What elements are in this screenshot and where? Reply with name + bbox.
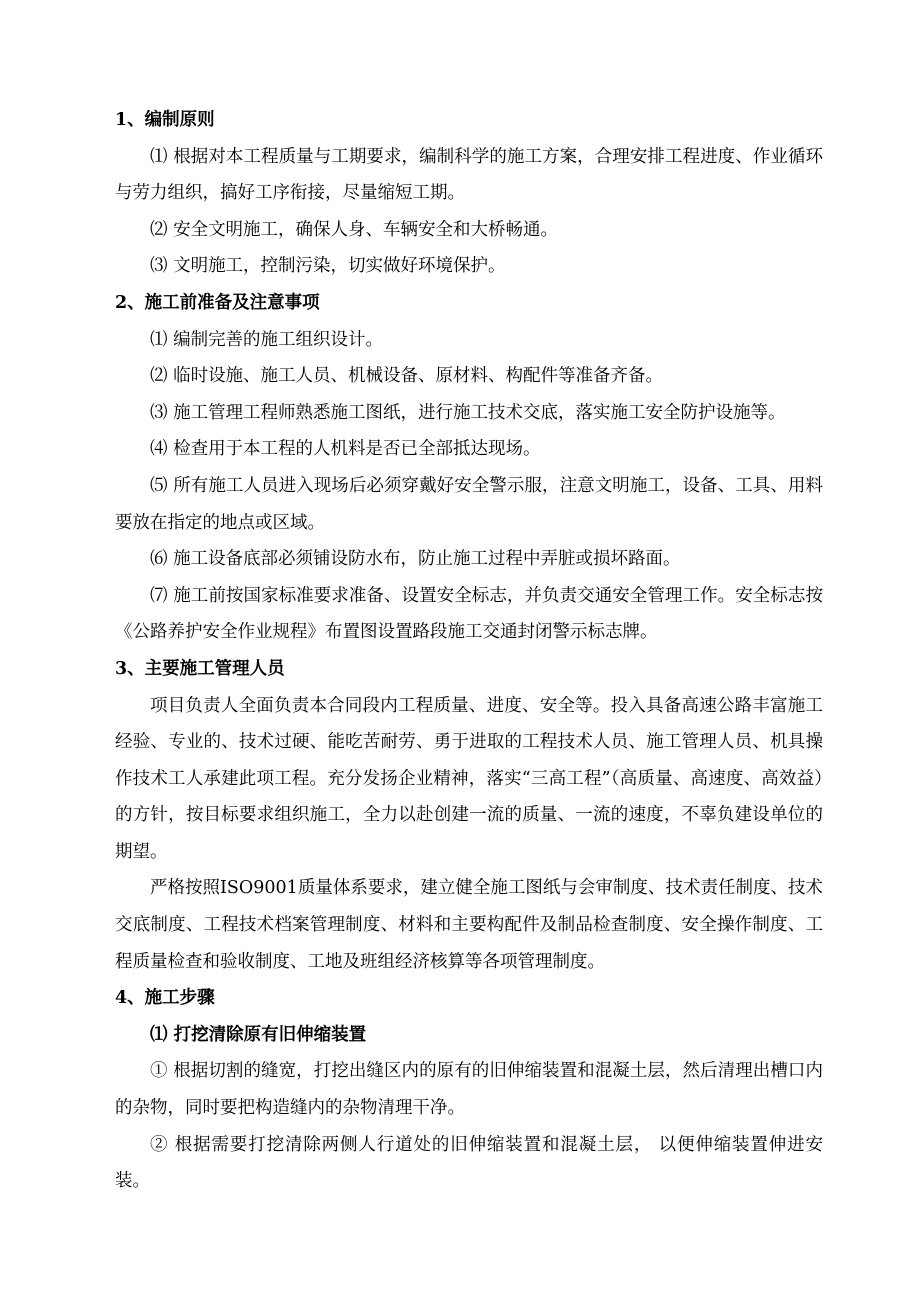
list-item: ⑵ 安全文明施工，确保人身、车辆安全和大桥畅通。 [150, 219, 559, 240]
list-item: ⑴ 根据对本工程质量与工期要求，编制科学的施工方案，合理安排工程进度、作业循环与劳力组织，搞好工序衔接，尽量缩短工期。 [115, 146, 823, 204]
document-page [115, 102, 823, 1200]
list-item: ⑺ 施工前按国家标准要求准备、设置安全标志，并负责交通安全管理工作。安全标志按《公路养护安全作业规程》布置图设置路段施工交通封闭警示标志牌。 [115, 585, 823, 643]
section-heading: 3、主要施工管理人员 [115, 658, 285, 679]
section-heading: 2、施工前准备及注意事项 [115, 292, 320, 313]
list-item: ② 根据需要打挖清除两侧人行道处的旧伸缩装置和混凝土层， 以便伸缩装置伸进安装。 [115, 1134, 823, 1192]
body-paragraph: 严格按照ISO9001质量体系要求，建立健全施工图纸与会审制度、技术责任制度、技术交底制度、工程技术档案管理制度、材料和主要构配件及制品检查制度、安全操作制度、工程质量检查和验收制度、工地及班组经济核算等各项管理制度。 [115, 878, 823, 972]
list-item: ⑸ 所有施工人员进入现场后必须穿戴好安全警示服，注意文明施工，设备、工具、用料要放在指定的地点或区域。 [115, 475, 823, 533]
section-heading: 1、编制原则 [115, 110, 215, 130]
body-paragraph: 项目负责人全面负责本合同段内工程质量、进度、安全等。投入具备高速公路丰富施工经验、专业的、技术过硬、能吃苦耐劳、勇于进取的工程技术人员、施工管理人员、机具操作技术工人承建此项工程。充分发扬企业精神，落实“三高工程”（高质量、高速度、高效益）的方针，按目标要求组织施工，全力以赴创建一流的质量、一流的速度，不辜负建设单位的期望。 [115, 695, 823, 862]
list-item: ⑵ 临时设施、施工人员、机械设备、原材料、构配件等准备齐备。 [150, 366, 664, 387]
list-item: ⑷ 检查用于本工程的人机料是否已全部抵达现场。 [150, 439, 541, 460]
list-item: ① 根据切割的缝宽，打挖出缝区内的原有的旧伸缩装置和混凝土层，然后清理出槽口内的杂物，同时要把构造缝内的杂物清理干净。 [115, 1061, 823, 1119]
list-item: ⑴ 编制完善的施工组织设计。 [150, 329, 384, 350]
list-item: ⑹ 施工设备底部必须铺设防水布，防止施工过程中弄脏或损坏路面。 [150, 549, 681, 570]
subsection-heading: ⑴ 打挖清除原有旧伸缩装置 [150, 1024, 367, 1045]
section-heading: 4、施工步骤 [115, 988, 215, 1009]
list-item: ⑶ 施工管理工程师熟悉施工图纸，进行施工技术交底，落实施工安全防护设施等。 [150, 402, 786, 423]
list-item: ⑶ 文明施工，控制污染，切实做好环境保护。 [150, 256, 506, 277]
